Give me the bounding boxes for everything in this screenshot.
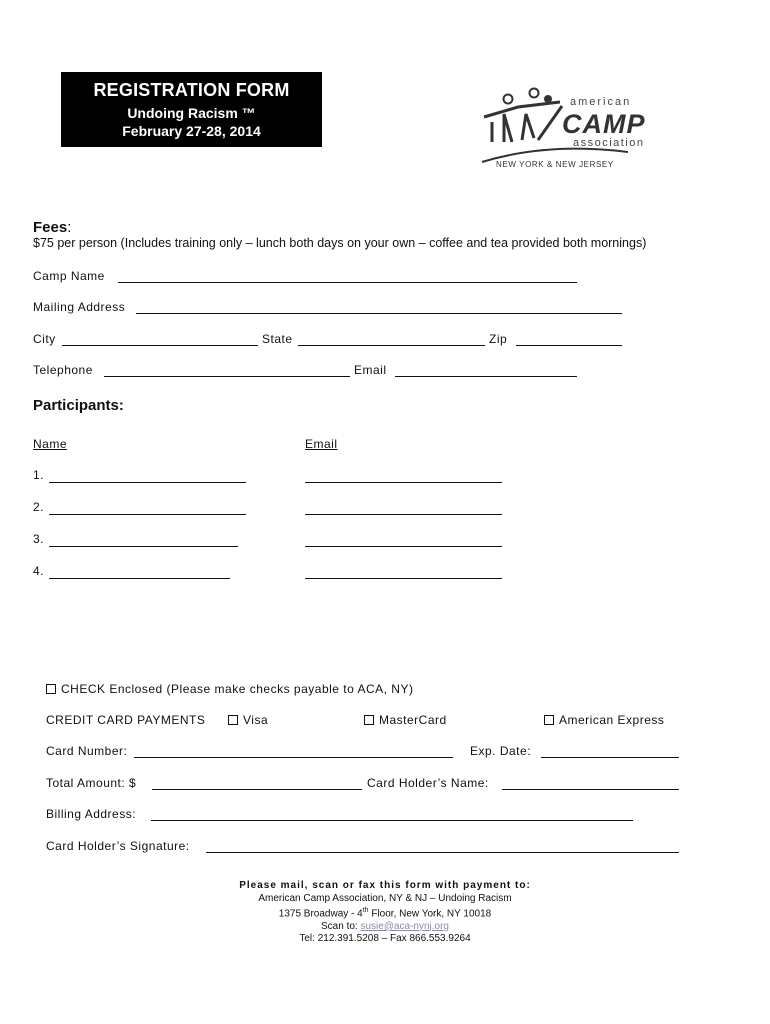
visa-checkbox[interactable] <box>228 715 238 725</box>
camp-name-label: Camp Name <box>33 269 105 283</box>
organization-line: American Camp Association, NY & NJ – Undoing Racism <box>258 892 512 904</box>
participant-email-field[interactable] <box>305 578 502 579</box>
event-name: Undoing Racism ™ <box>127 105 256 121</box>
card-holder-name-label: Card Holder’s Name: <box>367 776 489 790</box>
signature-label: Card Holder’s Signature: <box>46 839 190 853</box>
participant-name-field[interactable] <box>49 546 238 547</box>
mastercard-checkbox[interactable] <box>364 715 374 725</box>
signature-field[interactable] <box>206 852 679 853</box>
state-field[interactable] <box>298 345 485 346</box>
mastercard-option[interactable] <box>364 713 447 727</box>
fees-heading: Fees: <box>33 219 72 236</box>
total-amount-field[interactable] <box>152 789 362 790</box>
form-title: REGISTRATION FORM <box>93 80 290 100</box>
participant-name-field[interactable] <box>49 578 230 579</box>
billing-address-label: Billing Address: <box>46 807 137 821</box>
check-enclosed-checkbox[interactable] <box>46 684 56 694</box>
scan-email-link[interactable]: susie@aca-nynj.org <box>360 920 449 932</box>
event-dates: February 27-28, 2014 <box>122 123 261 139</box>
card-number-label: Card Number: <box>46 744 128 758</box>
check-enclosed-label: CHECK Enclosed (Please make checks payable to ACA, NY) <box>61 682 414 696</box>
mastercard-label: MasterCard <box>379 713 447 727</box>
participant-row-number: 3. <box>33 532 45 546</box>
visa-label: Visa <box>243 713 269 727</box>
logo-camp: CAMP <box>562 109 646 139</box>
email-label: Email <box>354 363 387 377</box>
card-holder-name-field[interactable] <box>502 789 679 790</box>
participant-row-number: 1. <box>33 468 45 482</box>
logo-region: NEW YORK & NEW JERSEY <box>496 160 614 169</box>
participant-email-field[interactable] <box>305 546 502 547</box>
address-line: 1375 Broadway - 4th Floor, New York, NY 10018 <box>278 907 492 920</box>
participant-name-field[interactable] <box>49 514 246 515</box>
scan-line: Scan to: susie@aca-nynj.org <box>321 920 449 932</box>
camp-name-field[interactable] <box>118 282 577 283</box>
participant-email-field[interactable] <box>305 514 502 515</box>
billing-address-field[interactable] <box>151 820 633 821</box>
city-label: City <box>33 332 56 346</box>
amex-option[interactable] <box>544 713 664 727</box>
state-label: State <box>262 332 293 346</box>
telephone-label: Telephone <box>33 363 93 377</box>
mailing-address-label: Mailing Address <box>33 300 126 314</box>
participants-heading: Participants: <box>33 397 124 414</box>
participant-row-number: 2. <box>33 500 45 514</box>
instruction-text: Please mail, scan or fax this form with payment to: <box>239 880 531 891</box>
city-field[interactable] <box>62 345 258 346</box>
card-number-field[interactable] <box>134 757 453 758</box>
amex-label: American Express <box>559 713 665 727</box>
mailing-instructions <box>0 880 770 946</box>
logo-association: association <box>573 137 645 149</box>
header-box <box>61 72 322 147</box>
participant-row-number: 4. <box>33 564 45 578</box>
email-field[interactable] <box>395 376 577 377</box>
telephone-field[interactable] <box>104 376 350 377</box>
fees-text: $75 per person (Includes training only – lunch both days on your own – coffee and tea provided both mornings) <box>33 236 647 250</box>
contact-line: Tel: 212.391.5208 – Fax 866.553.9264 <box>299 933 471 945</box>
credit-card-label: CREDIT CARD PAYMENTS <box>46 713 206 727</box>
amex-checkbox[interactable] <box>544 715 554 725</box>
zip-field[interactable] <box>516 345 622 346</box>
check-enclosed-option[interactable] <box>46 682 413 696</box>
total-amount-label: Total Amount: $ <box>46 776 137 790</box>
visa-option[interactable] <box>228 713 268 727</box>
mailing-address-field[interactable] <box>136 313 622 314</box>
exp-date-label: Exp. Date: <box>470 744 532 758</box>
participant-email-header: Email <box>305 437 338 451</box>
exp-date-field[interactable] <box>541 757 679 758</box>
participant-name-header: Name <box>33 437 68 451</box>
participant-name-field[interactable] <box>49 482 246 483</box>
aca-logo <box>478 80 648 175</box>
logo-american: american <box>570 96 632 108</box>
participant-email-field[interactable] <box>305 482 502 483</box>
zip-label: Zip <box>489 332 508 346</box>
